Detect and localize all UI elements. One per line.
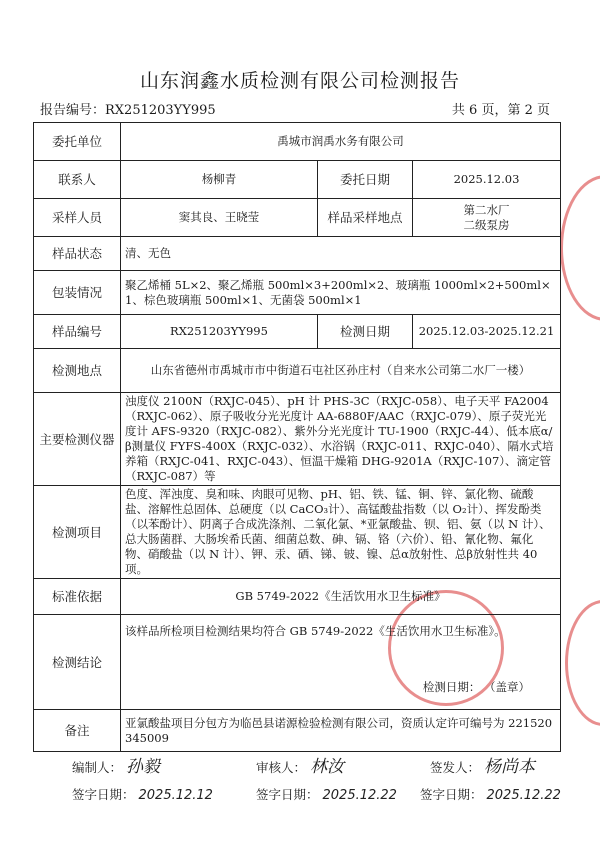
client-value: 禹城市润禹水务有限公司 [121,123,561,161]
standard-label: 标准依据 [34,579,121,615]
remarks-label: 备注 [34,710,121,752]
conclusion-value: 该样品所检项目检测结果均符合 GB 5749-2022《生活饮用水卫生标准》。 [125,624,506,638]
row-standard [34,579,561,615]
row-conclusion [34,615,561,710]
report-title: 山东润鑫水质检测有限公司检测报告 [139,70,460,92]
test-items-value: 色度、浑浊度、臭和味、肉眼可见物、pH、铝、铁、锰、铜、锌、氯化物、硫酸盐、溶解性总固体、总硬度（以 CaCO₃计）、高锰酸盐指数（以 O₂计）、挥发酚类（以苯酚计）、阴离子合成洗涤剂、二氧化氯、*亚氯酸盐、钡、铝、氨（以 N 计）、总大肠菌群、大肠埃希氏菌、细菌总数、砷、镉、铬（六价）、铅、氰化物、氟化物、硝酸盐（以 N 计）、钾、汞、硒、锑、铍、镍、总α放射性、总β放射性共 40 项。 [121,486,561,579]
commission-date-value: 2025.12.03 [413,161,561,199]
seal-stamp-right-edge [560,175,600,321]
sample-state-value: 清、无色 [121,237,561,271]
conclusion-date-label: 检测日期： [422,680,481,694]
sample-state-label: 样品状态 [34,237,121,271]
row-contact [34,161,561,199]
signer-date: 2025.12.22 [486,788,561,803]
conclusion-seal: （盖章） [484,680,530,694]
row-client [34,123,561,161]
sampling-location-label: 样品采样地点 [318,199,413,237]
report-number [40,99,216,118]
page-info: 共 6 页，第 2 页 [451,103,550,118]
reviewer-label: 审核人： [256,760,307,775]
remarks-value: 亚氯酸盐项目分包方为临邑县诺源检验检测有限公司，资质认定许可编号为 221520345009 [121,710,561,752]
conclusion-seal-line [423,680,530,695]
sampling-location-line1: 第二水厂 [463,202,510,217]
contact-value: 杨柳青 [121,161,318,199]
sampler-label: 采样人员 [34,199,121,237]
standard-value: GB 5749-2022《生活饮用水卫生标准》 [121,579,561,615]
test-location-value: 山东省德州市禹城市市中街道石屯社区孙庄村（自来水公司第二水厂一楼） [121,349,561,393]
reviewer-date-label: 签字日期： [256,787,319,802]
sample-no-label: 样品编号 [34,315,121,349]
signer-signature: 杨尚本 [484,757,535,777]
reviewer-date-block [256,785,397,803]
sampling-location-value [413,199,561,237]
contact-label: 联系人 [34,161,121,199]
row-sample-no [34,315,561,349]
row-sampler [34,199,561,237]
package-value: 聚乙烯桶 5L×2、聚乙烯瓶 500ml×3+200ml×2、玻璃瓶 1000ml×2+500ml×1、棕色玻璃瓶 500ml×1、无菌袋 500ml×1 [121,271,561,315]
signer-label: 签发人： [430,760,481,775]
test-items-label: 检测项目 [34,486,121,579]
seal-stamp-edge-lower [565,600,600,726]
package-label: 包装情况 [34,271,121,315]
conclusion-label: 检测结论 [34,615,121,710]
report-table [33,122,561,752]
editor-signature: 孙毅 [126,757,160,777]
signer-date-label: 签字日期： [420,787,483,802]
row-items [34,486,561,579]
editor-date-block [72,785,213,803]
reviewer-signature: 林汝 [310,757,344,777]
signer-date-block [420,785,561,803]
editor-signature-block [72,752,160,777]
editor-label: 编制人： [72,760,123,775]
signer-signature-block [430,752,535,777]
report-number-value: RX251203YY995 [105,103,216,118]
row-instruments [34,393,561,486]
editor-date: 2025.12.12 [138,788,213,803]
report-number-label: 报告编号： [40,103,106,118]
instruments-value: 浊度仪 2100N（RXJC-045）、pH 计 PHS-3C（RXJC-058）、电子天平 FA2004（RXJC-062）、原子吸收分光光度计 AA-6880F/AAC（RXJC-079）、原子荧光光度计 AFS-9320（RXJC-082）、紫外分光光度计 TU-1900（RXJC-44）、低本底α/β测量仪 FYFS-400X（RXJC-032）、水浴锅（RXJC-011、RXJC-040）、隔水式培养箱（RXJC-041、RXJC-043）、恒温干燥箱 DHG-9201A（RXJC-107）、滴定管（RXJC-087）等 [121,393,561,486]
row-package [34,271,561,315]
test-date-label: 检测日期 [318,315,413,349]
client-label: 委托单位 [34,123,121,161]
sampler-value: 窦其良、王晓莹 [121,199,318,237]
test-location-label: 检测地点 [34,349,121,393]
reviewer-signature-block [256,752,344,777]
row-location [34,349,561,393]
sample-no-value: RX251203YY995 [121,315,318,349]
conclusion-cell [121,615,561,710]
commission-date-label: 委托日期 [318,161,413,199]
sampling-location-line2: 二级泵房 [463,217,510,232]
row-state [34,237,561,271]
reviewer-date: 2025.12.22 [322,788,397,803]
row-remarks [34,710,561,752]
instruments-label: 主要检测仪器 [34,393,121,486]
test-date-value: 2025.12.03-2025.12.21 [413,315,561,349]
editor-date-label: 签字日期： [72,787,135,802]
